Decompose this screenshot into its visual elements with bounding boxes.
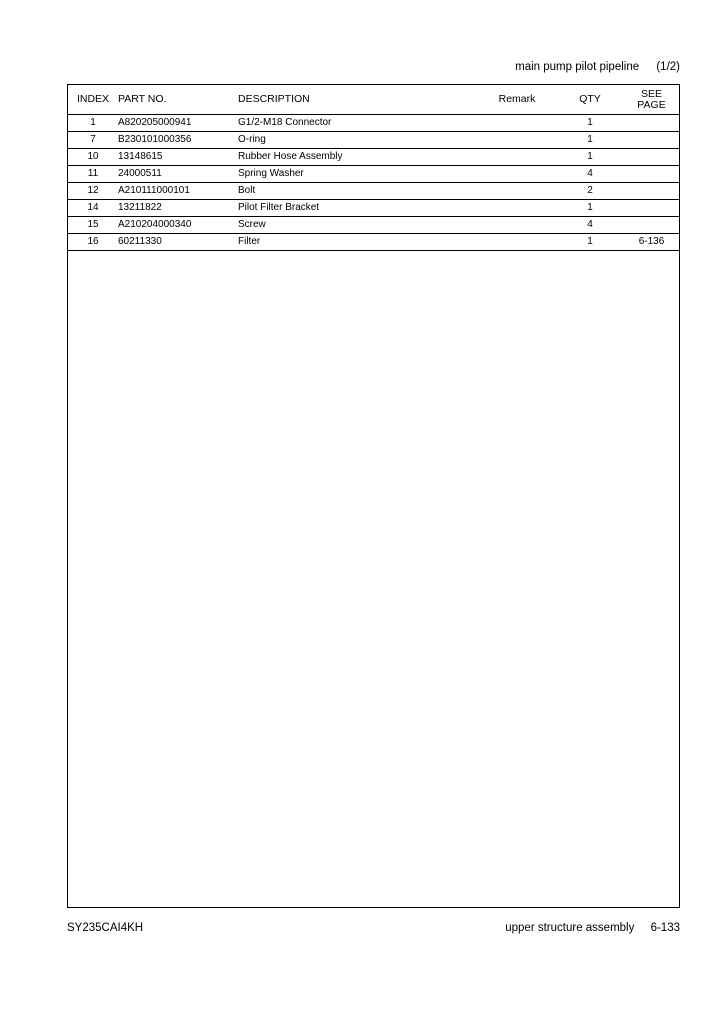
cell-see-page bbox=[624, 166, 679, 183]
page-title: main pump pilot pipeline bbox=[515, 61, 640, 73]
table-header-row bbox=[68, 85, 679, 115]
page-footer bbox=[505, 922, 680, 934]
parts-table-body bbox=[68, 115, 679, 251]
cell-qty: 1 bbox=[556, 132, 624, 149]
cell-index: 10 bbox=[68, 149, 118, 166]
cell-see-page bbox=[624, 183, 679, 200]
page-number: 6-133 bbox=[650, 922, 680, 934]
cell-qty: 1 bbox=[556, 200, 624, 217]
cell-description: O-ring bbox=[238, 132, 478, 149]
cell-description: Bolt bbox=[238, 183, 478, 200]
cell-index: 1 bbox=[68, 115, 118, 132]
cell-qty: 1 bbox=[556, 234, 624, 251]
page-of-indicator: (1/2) bbox=[656, 61, 680, 73]
cell-qty: 4 bbox=[556, 166, 624, 183]
cell-remark bbox=[478, 183, 556, 200]
cell-remark bbox=[478, 166, 556, 183]
table-row bbox=[68, 166, 679, 183]
cell-remark bbox=[478, 149, 556, 166]
parts-table bbox=[68, 85, 679, 251]
cell-see-page bbox=[624, 115, 679, 132]
cell-see-page bbox=[624, 217, 679, 234]
cell-description: Pilot Filter Bracket bbox=[238, 200, 478, 217]
cell-qty: 4 bbox=[556, 217, 624, 234]
cell-description: Screw bbox=[238, 217, 478, 234]
cell-part-no: 13148615 bbox=[118, 149, 238, 166]
column-header-remark: Remark bbox=[478, 85, 556, 115]
cell-qty: 2 bbox=[556, 183, 624, 200]
cell-remark bbox=[478, 217, 556, 234]
cell-part-no: A210111000101 bbox=[118, 183, 238, 200]
cell-description: Rubber Hose Assembly bbox=[238, 149, 478, 166]
cell-part-no: A210204000340 bbox=[118, 217, 238, 234]
cell-index: 16 bbox=[68, 234, 118, 251]
table-row bbox=[68, 132, 679, 149]
see-page-line2: PAGE bbox=[637, 98, 666, 111]
cell-part-no: B230101000356 bbox=[118, 132, 238, 149]
cell-part-no: 60211330 bbox=[118, 234, 238, 251]
column-header-index: INDEX bbox=[68, 85, 118, 115]
table-row bbox=[68, 234, 679, 251]
column-header-see-page bbox=[624, 85, 679, 115]
cell-part-no: 13211822 bbox=[118, 200, 238, 217]
cell-index: 15 bbox=[68, 217, 118, 234]
table-row bbox=[68, 200, 679, 217]
cell-index: 11 bbox=[68, 166, 118, 183]
column-header-qty: QTY bbox=[556, 85, 624, 115]
cell-qty: 1 bbox=[556, 149, 624, 166]
parts-list-frame bbox=[67, 84, 680, 908]
column-header-description: DESCRIPTION bbox=[238, 85, 478, 115]
page-header bbox=[515, 61, 680, 73]
cell-description: Filter bbox=[238, 234, 478, 251]
cell-remark bbox=[478, 115, 556, 132]
cell-qty: 1 bbox=[556, 115, 624, 132]
cell-part-no: A820205000941 bbox=[118, 115, 238, 132]
cell-see-page bbox=[624, 200, 679, 217]
cell-remark bbox=[478, 234, 556, 251]
see-page-line1: SEE bbox=[640, 87, 662, 100]
cell-index: 14 bbox=[68, 200, 118, 217]
footer-section: upper structure assembly bbox=[505, 922, 635, 934]
cell-description: Spring Washer bbox=[238, 166, 478, 183]
cell-description: G1/2-M18 Connector bbox=[238, 115, 478, 132]
column-header-part-no: PART NO. bbox=[118, 85, 238, 115]
cell-index: 7 bbox=[68, 132, 118, 149]
cell-see-page: 6-136 bbox=[624, 234, 679, 251]
table-row bbox=[68, 217, 679, 234]
cell-remark bbox=[478, 200, 556, 217]
cell-see-page bbox=[624, 132, 679, 149]
cell-index: 12 bbox=[68, 183, 118, 200]
cell-remark bbox=[478, 132, 556, 149]
cell-part-no: 24000511 bbox=[118, 166, 238, 183]
table-row bbox=[68, 149, 679, 166]
table-row bbox=[68, 115, 679, 132]
cell-see-page bbox=[624, 149, 679, 166]
footer-model: SY235CAI4KH bbox=[67, 922, 144, 934]
table-row bbox=[68, 183, 679, 200]
